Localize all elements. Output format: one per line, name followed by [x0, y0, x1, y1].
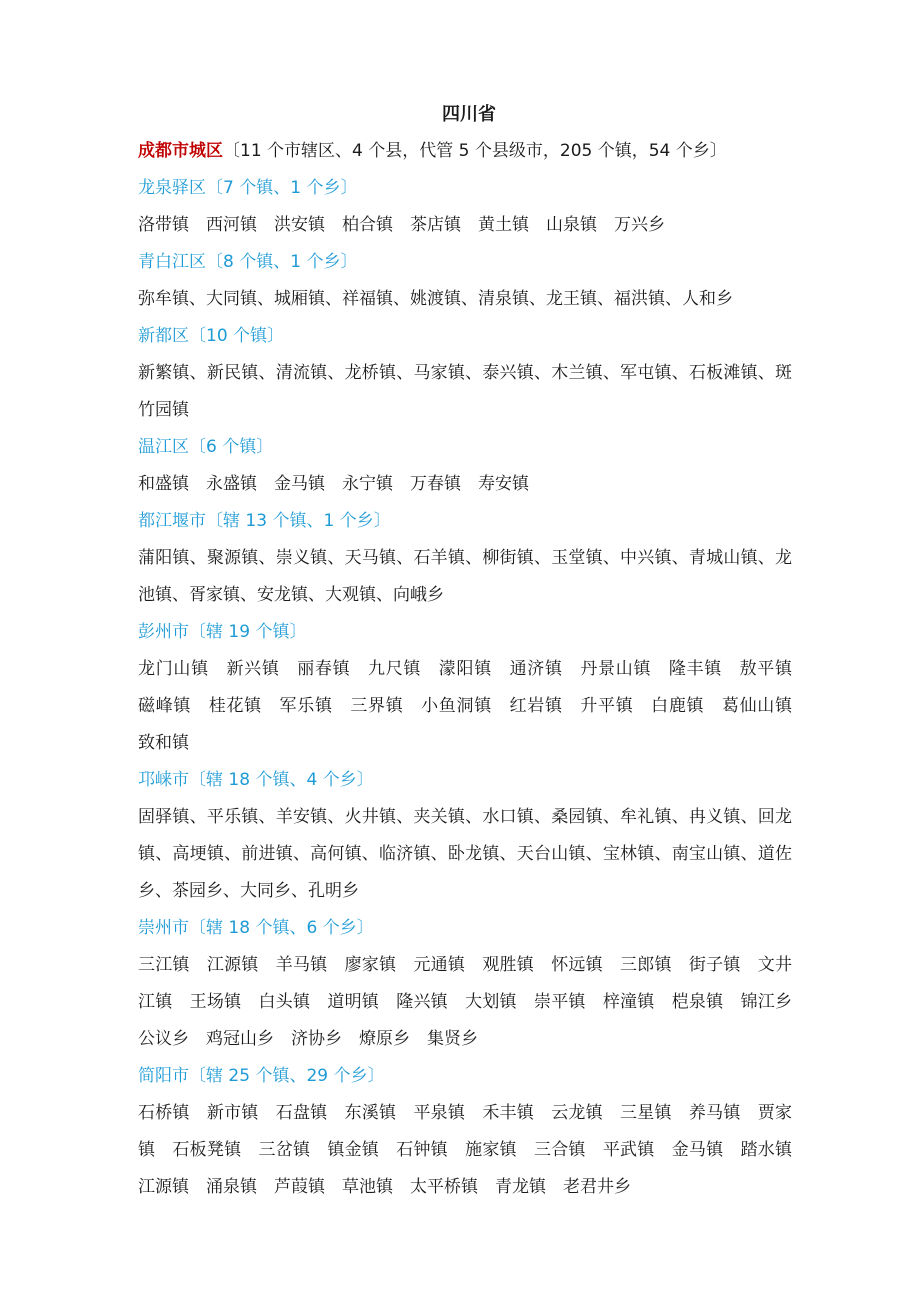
city-heading: [138, 133, 792, 170]
district-section-longquanyi: [138, 170, 792, 244]
district-section-qingbaijiang: [138, 244, 792, 318]
district-section-wenjiang: [138, 429, 792, 503]
page-title: 四川省: [442, 104, 496, 125]
district-heading: 新都区〔10 个镇〕: [138, 326, 285, 346]
document-page: [138, 96, 809, 1206]
city-detail: 〔11 个市辖区、4 个县，代管 5 个县级市，205 个镇，54 个乡〕: [223, 141, 727, 161]
district-heading: 龙泉驿区〔7 个镇、1 个乡〕: [138, 178, 358, 198]
district-heading: 邛崃市〔辖 18 个镇、4 个乡〕: [138, 770, 374, 790]
district-heading: 简阳市〔辖 25 个镇、29 个乡〕: [138, 1066, 385, 1086]
district-heading: 崇州市〔辖 18 个镇、6 个乡〕: [138, 918, 374, 938]
district-section-qionglai: [138, 762, 792, 910]
district-heading: 彭州市〔辖 19 个镇〕: [138, 622, 307, 642]
district-town-list: 蒲阳镇、聚源镇、崇义镇、天马镇、石羊镇、柳街镇、玉堂镇、中兴镇、青城山镇、龙池镇、胥家镇、安龙镇、大观镇、向峨乡: [138, 548, 792, 605]
district-section-pengzhou: [138, 614, 809, 762]
city-name: 成都市城区: [138, 141, 223, 161]
district-town-list: 龙门山镇 新兴镇 丽春镇 九尺镇 濛阳镇 通济镇 丹景山镇 隆丰镇 敖平镇 磁峰镇 桂花镇 军乐镇 三界镇 小鱼洞镇 红岩镇 升平镇 白鹿镇 葛仙山镇 致和镇: [138, 659, 809, 753]
district-town-list: 石桥镇 新市镇 石盘镇 东溪镇 平泉镇 禾丰镇 云龙镇 三星镇 养马镇 贾家镇 石板凳镇 三岔镇 镇金镇 石钟镇 施家镇 三合镇 平武镇 金马镇 踏水镇 江源镇 涌泉镇 芦葭镇 草池镇 太平桥镇 青龙镇 老君井乡: [138, 1103, 809, 1197]
district-heading: 都江堰市〔辖 13 个镇、1 个乡〕: [138, 511, 391, 531]
district-section-chongzhou: [138, 910, 809, 1058]
district-heading: 青白江区〔8 个镇、1 个乡〕: [138, 252, 358, 272]
district-town-list: 三江镇 江源镇 羊马镇 廖家镇 元通镇 观胜镇 怀远镇 三郎镇 街子镇 文井江镇 王场镇 白头镇 道明镇 隆兴镇 大划镇 崇平镇 梓潼镇 桤泉镇 锦江乡 公议乡 鸡冠山乡 济协乡 燎原乡 集贤乡: [138, 955, 809, 1049]
district-section-dujiangyan: [138, 503, 792, 614]
district-heading: 温江区〔6 个镇〕: [138, 437, 274, 457]
district-town-list: 弥牟镇、大同镇、城厢镇、祥福镇、姚渡镇、清泉镇、龙王镇、福洪镇、人和乡: [138, 289, 733, 309]
district-town-list: 洛带镇 西河镇 洪安镇 柏合镇 茶店镇 黄土镇 山泉镇 万兴乡: [138, 215, 665, 235]
district-town-list: 固驿镇、平乐镇、羊安镇、火井镇、夹关镇、水口镇、桑园镇、牟礼镇、冉义镇、回龙镇、高埂镇、前进镇、高何镇、临济镇、卧龙镇、天台山镇、宝林镇、南宝山镇、道佐乡、茶园乡、大同乡、孔明乡: [138, 807, 792, 901]
district-section-jianyang: [138, 1058, 809, 1206]
district-section-xindu: [138, 318, 792, 429]
district-town-list: 新繁镇、新民镇、清流镇、龙桥镇、马家镇、泰兴镇、木兰镇、军屯镇、石板滩镇、斑竹园镇: [138, 363, 792, 420]
district-town-list: 和盛镇 永盛镇 金马镇 永宁镇 万春镇 寿安镇: [138, 474, 529, 494]
